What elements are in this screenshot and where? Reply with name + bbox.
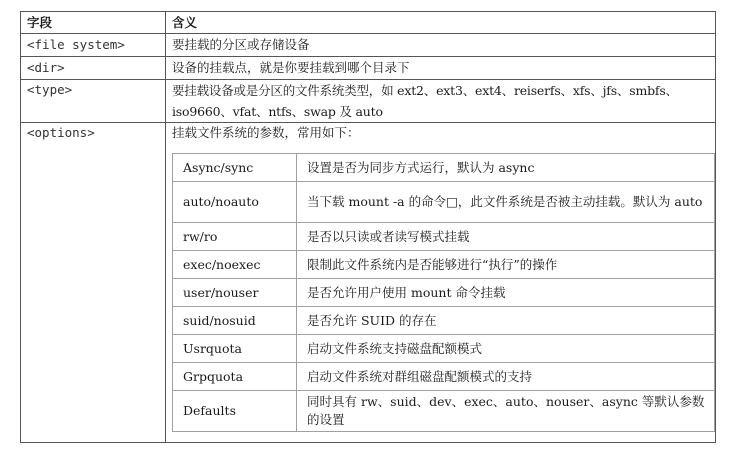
mount-options-table	[172, 153, 715, 432]
option-name-grpquota: Grpquota	[173, 363, 297, 391]
option-row-grpquota	[173, 363, 715, 391]
option-row-exec	[173, 251, 715, 279]
option-name-async: Async/sync	[173, 154, 297, 182]
option-name-rw: rw/ro	[173, 223, 297, 251]
table-row-file-system	[21, 34, 716, 57]
header-meaning: 含义	[166, 12, 716, 34]
option-row-rw	[173, 223, 715, 251]
desc-type-cell	[166, 80, 716, 123]
desc-options: 挂载文件系统的参数，常用如下：	[172, 125, 360, 140]
option-row-user	[173, 279, 715, 307]
option-desc-async: 设置是否为同步方式运行，默认为 async	[297, 154, 715, 182]
option-desc-defaults: 同时具有 rw、suid、dev、exec、auto、nouser、async 等默认参数的设置	[297, 391, 715, 432]
option-desc-exec: 限制此文件系统内是否能够进行“执行”的操作	[297, 251, 715, 279]
field-file-system: <file system>	[21, 34, 166, 57]
option-name-usrquota: Usrquota	[173, 335, 297, 363]
option-row-usrquota	[173, 335, 715, 363]
field-type: <type>	[21, 80, 166, 123]
option-name-defaults: Defaults	[173, 391, 297, 432]
table-row-type	[21, 80, 716, 123]
field-dir: <dir>	[21, 57, 166, 80]
option-desc-suid: 是否允许 SUID 的存在	[297, 307, 715, 335]
header-field: 字段	[21, 12, 166, 34]
desc-dir: 设备的挂载点，就是你要挂载到哪个目录下	[166, 57, 716, 80]
table-row-options	[21, 123, 716, 443]
option-row-auto	[173, 182, 715, 223]
desc-file-system: 要挂载的分区或存储设备	[166, 34, 716, 57]
option-name-exec: exec/noexec	[173, 251, 297, 279]
option-desc-grpquota: 启动文件系统对群组磁盘配额模式的支持	[297, 363, 715, 391]
desc-options-cell	[166, 123, 716, 443]
option-row-async	[173, 154, 715, 182]
option-row-defaults	[173, 391, 715, 432]
option-desc-user: 是否允许用户使用 mount 命令挂载	[297, 279, 715, 307]
fstab-fields-table	[20, 11, 716, 443]
desc-type: 要挂载设备或是分区的文件系统类型，如 ext2、ext3、ext4、reiserfs、xfs、jfs、smbfs、iso9660、vfat、ntfs、swap 及 auto	[172, 83, 678, 119]
option-name-auto: auto/noauto	[173, 182, 297, 223]
fstab-fields-table-wrapper	[20, 11, 715, 443]
table-row-dir	[21, 57, 716, 80]
option-name-suid: suid/nosuid	[173, 307, 297, 335]
option-name-user: user/nouser	[173, 279, 297, 307]
option-desc-rw: 是否以只读或者读写模式挂载	[297, 223, 715, 251]
option-row-suid	[173, 307, 715, 335]
table-header-row	[21, 12, 716, 34]
option-desc-usrquota: 启动文件系统支持磁盘配额模式	[297, 335, 715, 363]
option-desc-auto: 当下载 mount -a 的命令□，此文件系统是否被主动挂载。默认为 auto	[297, 182, 715, 223]
field-options: <options>	[21, 123, 166, 443]
